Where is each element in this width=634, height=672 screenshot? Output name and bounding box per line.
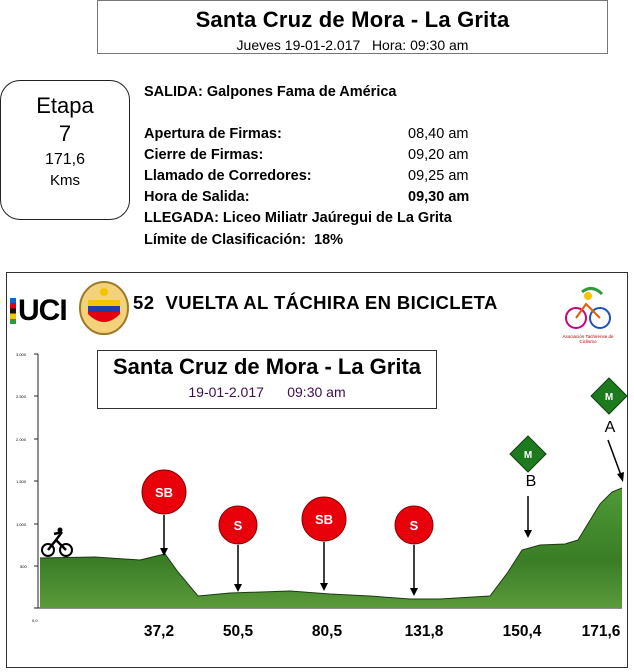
svg-text:S: S [233, 518, 243, 533]
svg-text:S: S [409, 518, 419, 533]
association-logo-icon [562, 284, 612, 334]
km-label: 150,4 [502, 623, 542, 640]
marker-s-2 [395, 506, 433, 596]
km-label: 80,5 [311, 623, 343, 640]
elevation-profile [0, 340, 634, 640]
svg-text:M: M [523, 450, 533, 461]
salida-text: SALIDA: Galpones Fama de América [144, 84, 397, 100]
etapa-box [0, 80, 130, 220]
svg-text:SB: SB [314, 512, 334, 527]
profile-title: Santa Cruz de Mora - La Grita [112, 354, 422, 379]
etapa-number: 7 [58, 121, 72, 146]
y-tick-label: 500 [20, 564, 27, 569]
info-row-value: 09,20 am [408, 147, 469, 163]
km-label: 50,5 [222, 623, 254, 640]
federation-crest-icon [78, 280, 130, 336]
svg-text:SB: SB [154, 485, 174, 500]
info-row-label: Llamado de Corredores: [144, 168, 312, 184]
marker-sb-2 [302, 497, 346, 591]
km-label: 37,2 [143, 623, 175, 640]
mountain-a-label: A [604, 419, 616, 436]
event-title: 52 VUELTA AL TÁCHIRA EN BICICLETA [133, 292, 498, 313]
y-tick-label: 3.000 [16, 352, 27, 357]
info-row-label: Hora de Salida: [144, 189, 250, 205]
marker-mountain-a [591, 378, 627, 482]
etapa-distance: 171,6 [44, 151, 86, 168]
km-label: 131,8 [404, 623, 444, 640]
cyclist-icon [42, 528, 72, 557]
profile-date-time: 19-01-2.017 09:30 am [188, 384, 346, 400]
uci-stripes [10, 298, 16, 324]
etapa-label: Etapa [36, 93, 94, 118]
info-row-value: 08,40 am [408, 126, 469, 142]
y-tick-label: 1.000 [16, 522, 27, 527]
y-tick-label: 0,0 [32, 618, 38, 623]
association-text: Asociación Tachirense de Ciclismo [562, 334, 614, 344]
info-row-value: 09,25 am [408, 168, 469, 184]
stage-header [97, 0, 608, 54]
marker-sb-1 [142, 470, 186, 556]
svg-text:M: M [604, 392, 614, 403]
y-tick-label: 2.000 [16, 437, 27, 442]
uci-logo: UCI [18, 294, 67, 327]
y-tick-group [34, 354, 38, 608]
info-row-label: Cierre de Firmas: [144, 147, 264, 163]
info-row-label: Apertura de Firmas: [144, 126, 282, 142]
marker-s-1 [219, 506, 257, 592]
marker-mountain-b [510, 436, 546, 538]
stage-date-time: Jueves 19-01-2.017 Hora: 09:30 am [236, 37, 469, 53]
info-row-value: 09,30 am [408, 189, 470, 205]
stage-title: Santa Cruz de Mora - La Grita [195, 7, 510, 32]
mountain-b-label: B [525, 473, 537, 490]
llegada-text: LLEGADA: Liceo Miliatr Jaúregui de La Grita [144, 210, 452, 226]
limite-text: Límite de Clasificación: 18% [144, 232, 344, 248]
y-tick-label: 2.500 [16, 394, 27, 399]
km-label: 171,6 [581, 623, 621, 640]
y-tick-label: 1.500 [16, 479, 27, 484]
etapa-unit: Kms [50, 172, 80, 189]
